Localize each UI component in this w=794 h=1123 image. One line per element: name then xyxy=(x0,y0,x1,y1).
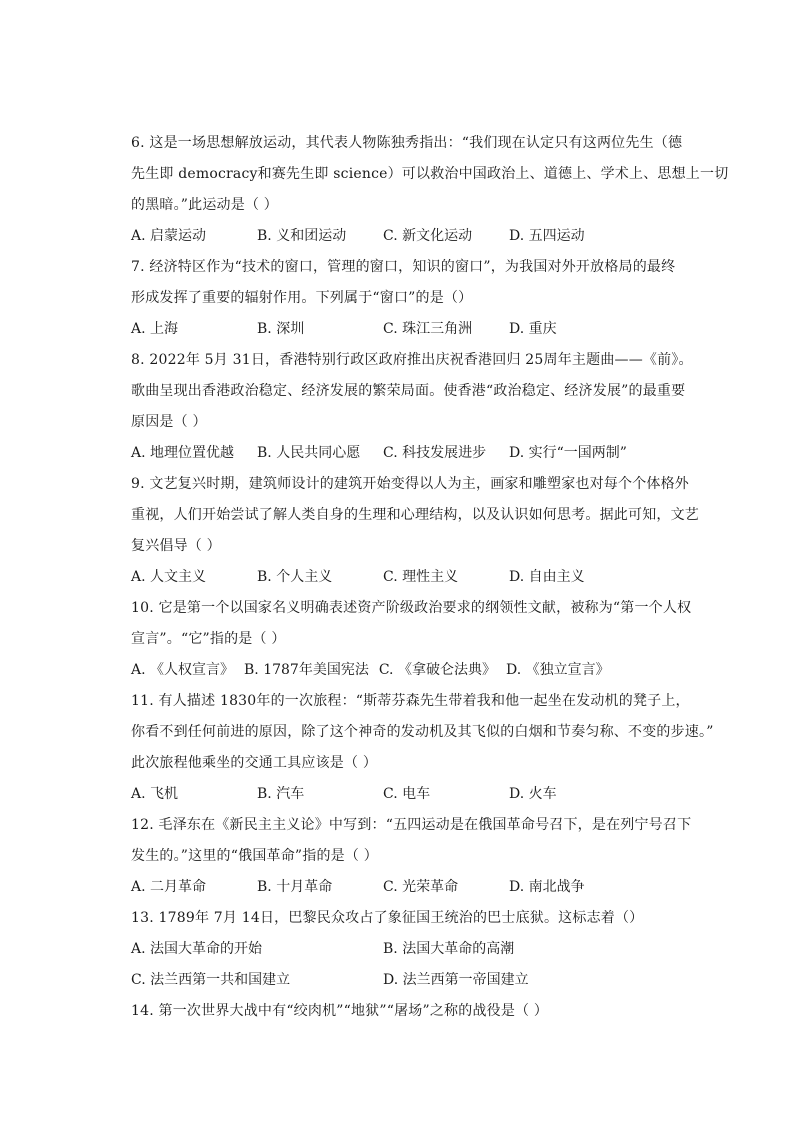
option-d[interactable]: D. 实行“一国两制” xyxy=(509,445,627,461)
question-text-line: 歌曲呈现出香港政治稳定、经济发展的繁荣局面。使香港“政治稳定、经济发展”的最重要 xyxy=(131,383,686,399)
option-c[interactable]: C. 新文化运动 xyxy=(383,228,473,244)
question-text-line: 12. 毛泽东在《新民主主义论》中写到：“五四运动是在俄国革命号召下，是在列宁号召下 xyxy=(131,817,692,833)
option-d[interactable]: D. 重庆 xyxy=(509,321,557,337)
question-text-line: 此次旅程他乘坐的交通工具应该是（ ） xyxy=(131,755,378,771)
option-b[interactable]: B. 汽车 xyxy=(257,786,305,802)
answer-options xyxy=(131,438,731,469)
question-8 xyxy=(131,345,731,469)
option-c[interactable]: C. 理性主义 xyxy=(383,569,459,585)
question-text-line: 6. 这是一场思想解放运动，其代表人物陈独秀指出：“我们现在认定只有这两位先生（德 xyxy=(131,135,683,151)
question-text-line: 10. 它是第一个以国家名义明确表述资产阶级政治要求的纲领性文献，被称为“第一个人权 xyxy=(131,600,692,616)
option-a[interactable]: A. 地理位置优越 xyxy=(131,445,235,461)
option-d[interactable]: D. 自由主义 xyxy=(509,569,585,585)
option-a[interactable]: A. 人文主义 xyxy=(131,569,207,585)
option-b[interactable]: B. 人民共同心愿 xyxy=(257,445,361,461)
question-7 xyxy=(131,252,731,345)
question-text-line: 13. 1789年 7月 14日，巴黎民众攻占了象征国王统治的巴士底狱。这标志着（） xyxy=(131,910,644,926)
answer-options xyxy=(131,221,731,252)
option-d[interactable]: D. 《独立宣言》 xyxy=(505,662,610,678)
option-a[interactable]: A. 《人权宣言》 xyxy=(131,662,235,678)
answer-options xyxy=(131,779,731,810)
option-b[interactable]: B. 1787年美国宪法 xyxy=(244,662,369,678)
answer-options xyxy=(131,562,731,593)
question-text-line: 的黑暗。”此运动是（ ） xyxy=(131,197,279,213)
option-c[interactable]: C. 电车 xyxy=(383,786,431,802)
option-a[interactable]: A. 二月革命 xyxy=(131,879,207,895)
question-text-line: 重视，人们开始尝试了解人类自身的生理和心理结构，以及认识如何思考。据此可知，文艺 xyxy=(131,507,699,523)
option-d[interactable]: D. 五四运动 xyxy=(509,228,585,244)
option-b[interactable]: B. 个人主义 xyxy=(257,569,333,585)
option-c[interactable]: C. 光荣革命 xyxy=(383,879,459,895)
question-9 xyxy=(131,469,731,593)
option-b[interactable]: B. 法国大革命的高潮 xyxy=(383,941,515,957)
option-a[interactable]: A. 法国大革命的开始 xyxy=(131,941,263,957)
answer-options xyxy=(131,934,731,965)
question-10 xyxy=(131,593,731,686)
question-12 xyxy=(131,810,731,903)
option-c[interactable]: C. 珠江三角洲 xyxy=(383,321,473,337)
question-text-line: 发生的。”这里的“俄国革命”指的是（ ） xyxy=(131,848,378,864)
question-text-line: 原因是（ ） xyxy=(131,414,207,430)
option-d[interactable]: D. 南北战争 xyxy=(509,879,585,895)
question-text-line: 9. 文艺复兴时期，建筑师设计的建筑开始变得以人为主，画家和雕塑家也对每个个体格外 xyxy=(131,476,690,492)
answer-options xyxy=(131,965,731,996)
option-b[interactable]: B. 义和团运动 xyxy=(257,228,347,244)
option-b[interactable]: B. 十月革命 xyxy=(257,879,333,895)
answer-options xyxy=(131,655,731,686)
question-text-line: 你看不到任何前进的原因，除了这个神奇的发动机及其飞似的白烟和节奏匀称、不变的步速。” xyxy=(131,724,714,740)
question-text-line: 11. 有人描述 1830年的一次旅程：“斯蒂芬森先生带着我和他一起坐在发动机的凳子上， xyxy=(131,693,690,709)
option-d[interactable]: D. 火车 xyxy=(509,786,557,802)
question-11 xyxy=(131,686,731,810)
option-a[interactable]: A. 上海 xyxy=(131,321,179,337)
question-text-line: 复兴倡导（ ） xyxy=(131,538,221,554)
question-14 xyxy=(131,996,731,1027)
option-a[interactable]: A. 飞机 xyxy=(131,786,179,802)
answer-options xyxy=(131,314,731,345)
option-c[interactable]: C. 科技发展进步 xyxy=(383,445,487,461)
question-list xyxy=(131,128,731,1027)
option-c[interactable]: C. 《拿破仑法典》 xyxy=(378,662,496,678)
option-d[interactable]: D. 法兰西第一帝国建立 xyxy=(383,972,529,988)
question-text-line: 7. 经济特区作为“技术的窗口，管理的窗口，知识的窗口”，为我国对外开放格局的最终 xyxy=(131,259,676,275)
answer-options xyxy=(131,872,731,903)
option-b[interactable]: B. 深圳 xyxy=(257,321,305,337)
question-text-line: 形成发挥了重要的辐射作用。下列属于“窗口”的是（） xyxy=(131,290,473,306)
option-c[interactable]: C. 法兰西第一共和国建立 xyxy=(131,972,291,988)
question-text-line: 14. 第一次世界大战中有“绞肉机”“地狱”“屠场”之称的战役是（ ） xyxy=(131,1003,549,1019)
question-text-line: 先生即 democracy和赛先生即 science）可以救治中国政治上、道德上、学术上、思想上一切 xyxy=(131,166,729,182)
option-a[interactable]: A. 启蒙运动 xyxy=(131,228,207,244)
question-6 xyxy=(131,128,731,252)
question-13 xyxy=(131,903,731,996)
question-text-line: 8. 2022年 5月 31日，香港特别行政区政府推出庆祝香港回归 25周年主题曲——《前》。 xyxy=(131,352,693,368)
question-text-line: 宣言”。“它”指的是（ ） xyxy=(131,631,286,647)
